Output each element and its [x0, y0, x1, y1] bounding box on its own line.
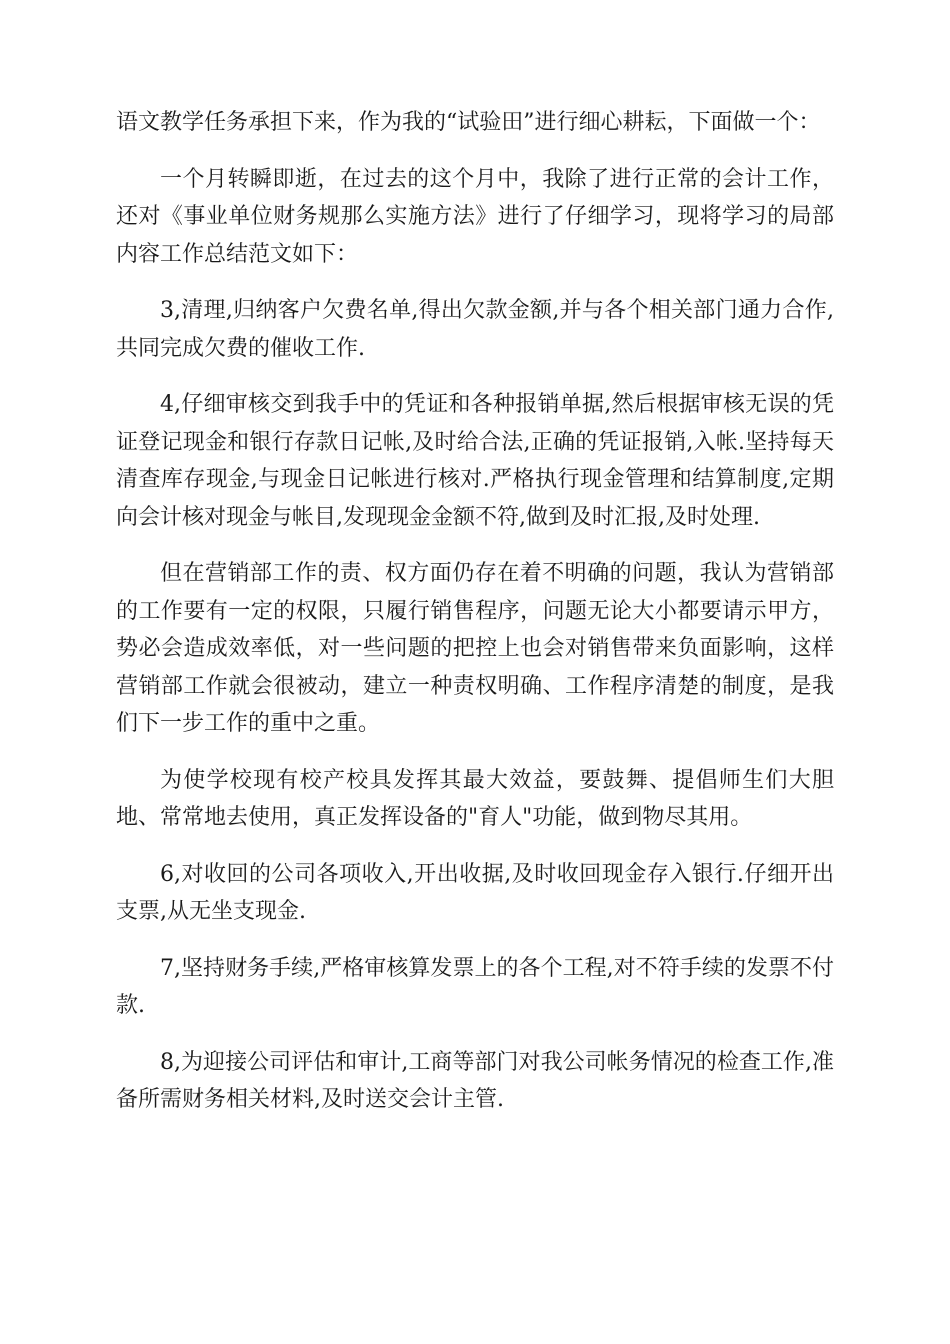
paragraph-intro: 一个月转瞬即逝，在过去的这个月中，我除了进行正常的会计工作，还对《事业单位财务规那么实施方法》进行了仔细学习，现将学习的局部内容工作总结范文如下： — [116, 166, 834, 267]
paragraph-item-4: 4,仔细审核交到我手中的凭证和各种报销单据,然后根据审核无误的凭证登记现金和银行存款日记帐,及时给合法,正确的凭证报销,入帐.坚持每天清查库存现金,与现金日记帐进行核对.严格执行现金管理和结算制度,定期向会计核对现金与帐目,发现现金金额不符,做到及时汇报,及时处理. — [116, 392, 834, 530]
paragraph-continuation: 语文教学任务承担下来，作为我的“试验田”进行细心耕耘，下面做一个： — [116, 110, 821, 135]
paragraph-item-3: 3,清理,归纳客户欠费名单,得出欠款金额,并与各个相关部门通力合作,共同完成欠费的催收工作. — [116, 298, 834, 361]
paragraph-marketing: 但在营销部工作的责、权方面仍存在着不明确的问题，我认为营销部的工作要有一定的权限，只履行销售程序，问题无论大小都要请示甲方，势必会造成效率低，对一些问题的把控上也会对销售带来负面影响，这样营销部工作就会很被动，建立一种责权明确、工作程序清楚的制度，是我们下一步工作的重中之重。 — [116, 561, 834, 736]
paragraph-item-8: 8,为迎接公司评估和审计,工商等部门对我公司帐务情况的检查工作,准备所需财务相关材料,及时送交会计主管. — [116, 1049, 834, 1112]
paragraph-item-7: 7,坚持财务手续,严格审核算发票上的各个工程,对不符手续的发票不付款. — [116, 955, 834, 1018]
paragraph-item-6: 6,对收回的公司各项收入,开出收据,及时收回现金存入银行.仔细开出支票,从无坐支现金. — [116, 861, 834, 924]
document-body — [116, 104, 834, 1138]
paragraph-school-equipment: 为使学校现有校产校具发挥其最大效益，要鼓舞、提倡师生们大胆地、常常地去使用，真正发挥设备的"育人"功能，做到物尽其用。 — [116, 767, 834, 830]
